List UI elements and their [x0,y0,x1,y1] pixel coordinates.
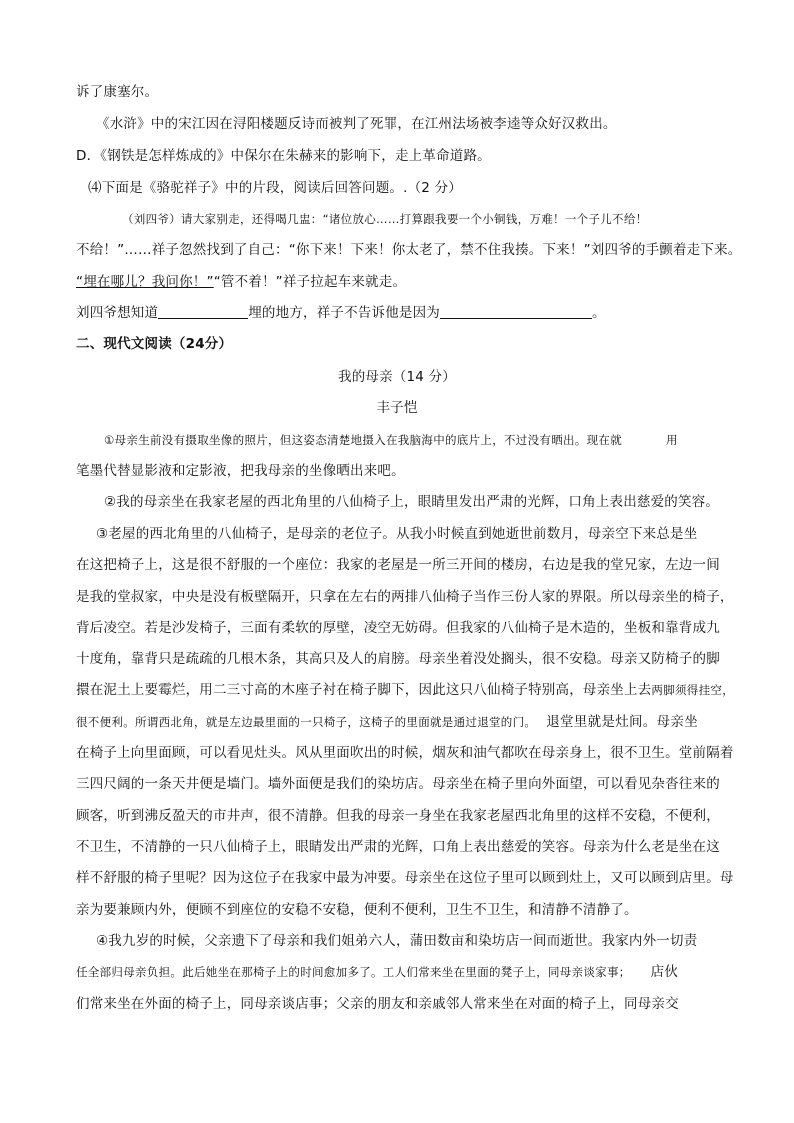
paragraph-line: 是我的堂叔家，中央是没有板壁隔开，只拿在左右的两排八仙椅子当作三份人家的界限。所以母亲坐的椅子， [76,589,734,605]
paragraph-line: 不卫生，不清静的一只八仙椅子上，眼睛发出严肃的光辉，口角上表出慈爱的笑容。母亲为什么老是坐在这 [76,839,720,855]
paragraph-line: 在椅子上向里面顾，可以看见灶头。风从里面吹出的时候，烟灰和油气都吹在母亲身上，很不卫生。堂前隔着 [76,745,734,761]
section-heading: 二、现代文阅读（24分） [76,336,233,352]
paragraph-line: 笔墨代替显影液和定影液，把我母亲的坐像晒出来吧。 [76,463,405,479]
paragraph-line: 在这把椅子上，这是很不舒服的一个座位：我家的老屋是一所三开间的楼房，右边是我的堂兄家，左边一间 [76,557,720,573]
text-line: 《水浒》中的宋江因在浔阳楼题反诗而被判了死罪，在江州法场被李逵等众好汉救出。 [96,116,617,132]
paragraph-text: 很不便利。所谓西北角，就是左边最里面的一只椅子，这椅子的里面就是通过退堂的门。 [76,715,537,729]
paragraph-line [104,430,738,450]
paragraph-line: 们常来坐在外面的椅子上，同母亲谈店事；父亲的朋友和亲戚邻人常来坐在对面的椅子上，同母亲交 [76,996,679,1012]
paragraph-text: ①母亲生前没有摄取坐像的照片，但这姿态清楚地摄入在我脑海中的底片上，不过没有晒出。现在就 [104,433,623,447]
paragraph-line: 十度角，靠背只是疏疏的几根木条，其高只及人的肩膀。母亲坐着没处搁头，很不安稳。母亲又防椅子的脚 [76,651,720,667]
paragraph-text: 退堂里就是灶间。母亲坐 [546,714,699,730]
question-text: 埋的地方，祥子不告诉他是因为 [248,305,441,321]
question-text: 。 [592,305,606,321]
paragraph-line [76,680,738,700]
paragraph-line: ④我九岁的时候，父亲遗下了母亲和我们姐弟六人，蒲田数亩和染坊店一间而逝世。我家内外一切责 [96,933,698,949]
paragraph-line [76,712,738,732]
paragraph-line: 样不舒服的椅子里呢？因为这位子在我家中最为冲要。母亲坐在这位子里可以顾到灶上，又可以顾到店里。母 [76,870,734,886]
underlined-quote: “埋在哪儿？我问你！” [76,274,214,290]
question-text: 刘四爷想知道 [76,305,159,321]
answer-blank-2[interactable] [440,304,592,319]
fill-in-question [76,303,738,323]
paragraph-line: ③老屋的西北角里的八仙椅子，是母亲的老位子。从我小时候直到她逝世前数月，母亲空下来总是坐 [96,526,698,542]
article-title: 我的母亲（14 分） [338,369,456,385]
paragraph-text: 店伙 [650,964,679,980]
question-intro: ⑷下面是《骆驼祥子》中的片段，阅读后回答问题。.（2 分） [88,180,462,196]
excerpt-line: （刘四爷）请大家别走，还得喝几盅：“诸位放心……打算跟我要一个小铜钱，万难！一个子儿不给！ [122,212,648,226]
paragraph-line: 背后凌空。若是沙发椅子，三面有柔软的厚壁，凌空无妨碍。但我家的八仙椅子是木造的，坐板和靠背成九 [76,620,720,636]
paragraph-line: 亲为要兼顾内外，便顾不到座位的安稳不安稳，便利不便利，卫生不卫生，和清静不清静了。 [76,902,638,918]
paragraph-line [76,962,738,982]
article-author: 丰子恺 [376,400,418,416]
paragraph-line: ②我的母亲坐在我家老屋的西北角里的八仙椅子上，眼睛里发出严肃的光辉，口角上表出慈爱的笑容。 [104,494,720,510]
excerpt-text: “管不着！”祥子拉起车来就走。 [213,274,407,290]
paragraph-line: 顾客，听到沸反盈天的市井声，很不清静。但我的母亲一身坐在我家老屋西北角里的这样不安稳，不便利， [76,808,720,824]
paragraph-text: 任全部归母亲负担。此后她坐在那椅子上的时间愈加多了。工人们常来坐在里面的凳子上，同母亲谈家事； [76,965,631,979]
excerpt-line: 不给！”……祥子忽然找到了自己：“你下来！下来！你太老了，禁不住我揍。下来！”刘四爷的手颤着走下来。 [76,242,742,258]
answer-blank-1[interactable] [158,304,248,319]
excerpt-line [76,272,738,292]
paragraph-line: 三四尺阔的一条天井便是墙门。墙外面便是我们的染坊店。母亲坐在椅子里向外面望，可以看见杂沓往来的 [76,776,720,792]
paragraph-text: 用 [666,433,678,447]
text-line: 诉了康塞尔。 [76,84,159,100]
paragraph-text: 两脚须得挂空， [651,683,735,697]
text-line: D．《钢铁是怎样炼成的》中保尔在朱赫来的影响下，走上革命道路。 [76,148,491,164]
paragraph-text: 擐在泥土上要霉烂，用二三寸高的木座子衬在椅子脚下，因此这只八仙椅子特别高，母亲坐上去 [76,682,652,698]
